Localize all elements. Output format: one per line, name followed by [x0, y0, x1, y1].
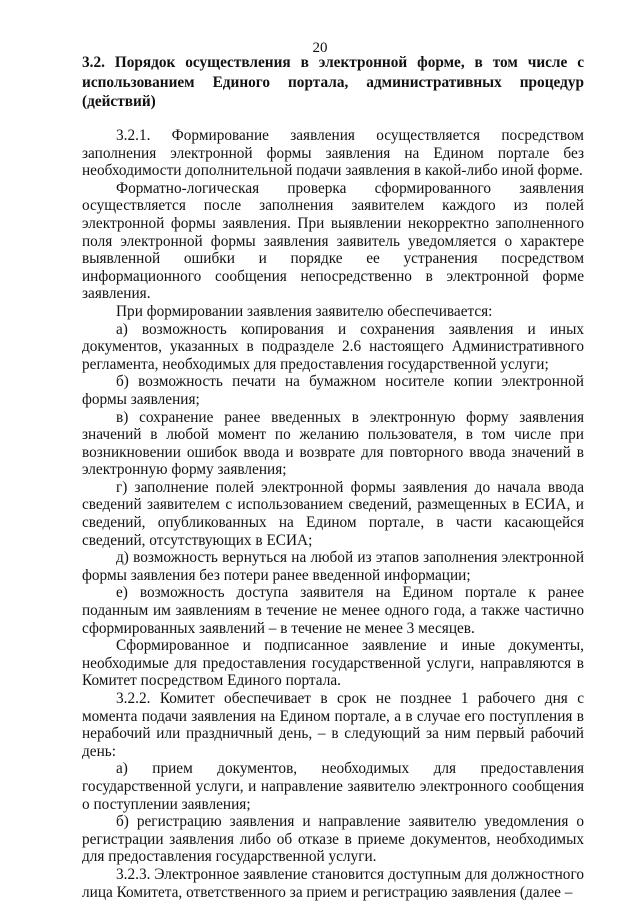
list-item: б) регистрацию заявления и направление заявителю уведомления о регистрации заявления либо об отказе в приеме документов, необходимых для предоставления государственной услуги.	[82, 813, 584, 866]
list-item: б) возможность печати на бумажном носителе копии электронной формы заявления;	[82, 373, 584, 408]
section-heading: 3.2. Порядок осуществления в электронной форме, в том числе с использованием Единого портала, административных процедур (действий)	[82, 54, 584, 110]
page-number: 20	[312, 40, 328, 56]
paragraph: При формировании заявления заявителю обеспечивается:	[116, 302, 493, 320]
paragraph: 3.2.2. Комитет обеспечивает в срок не позднее 1 рабочего дня с момента подачи заявления на Едином портале, а в случае его поступления в нерабочий или праздничный день, – в следующий за ним первый рабочий день:	[82, 690, 584, 760]
list-item: а) возможность копирования и сохранения заявления и иных документов, указанных в подразделе 2.6 настоящего Административного регламента, необходимых для предоставления государственной услуги;	[82, 320, 584, 373]
list-item: в) сохранение ранее введенных в электронную форму заявления значений в любой момент по желанию пользователя, в том числе при возникновении ошибок ввода и возврате для повторного ввода значений в электронную форму заявления;	[82, 408, 584, 479]
paragraph: 3.2.1. Формирование заявления осуществляется посредством заполнения электронной формы заявления на Едином портале без необходимости дополнительной подачи заявления в какой-либо иной форме.	[82, 127, 584, 180]
list-item: д) возможность вернуться на любой из этапов заполнения электронной формы заявления без потери ранее введенной информации;	[82, 549, 584, 584]
list-item: г) заполнение полей электронной формы заявления до начала ввода сведений заявителем с использованием сведений, размещенных в ЕСИА, и сведений, опубликованных на Едином портале, в части касающейся сведений, отсутствующих в ЕСИА;	[82, 478, 584, 549]
document-body	[82, 127, 584, 901]
list-item: е) возможность доступа заявителя на Едином портале к ранее поданным им заявлениям в течение не менее одного года, а также частично сформированных заявлений – в течение не менее 3 месяцев.	[82, 584, 584, 637]
paragraph: Сформированное и подписанное заявление и иные документы, необходимые для предоставления государственной услуги, направляются в Комитет посредством Единого портала.	[82, 637, 584, 690]
paragraph: Форматно-логическая проверка сформированного заявления осуществляется после заполнения заявителем каждого из полей электронной формы заявления. При выявлении некорректно заполненного поля электронной формы заявления заявитель уведомляется о характере выявленной ошибки и порядке ее устранения посредством информационного сообщения непосредственно в электронной форме заявления.	[82, 179, 584, 303]
list-item: а) прием документов, необходимых для предоставления государственной услуги, и направление заявителю электронного сообщения о поступлении заявления;	[82, 760, 584, 813]
paragraph: 3.2.3. Электронное заявление становится доступным для должностного лица Комитета, ответственного за прием и регистрацию заявления (далее –	[82, 865, 584, 901]
